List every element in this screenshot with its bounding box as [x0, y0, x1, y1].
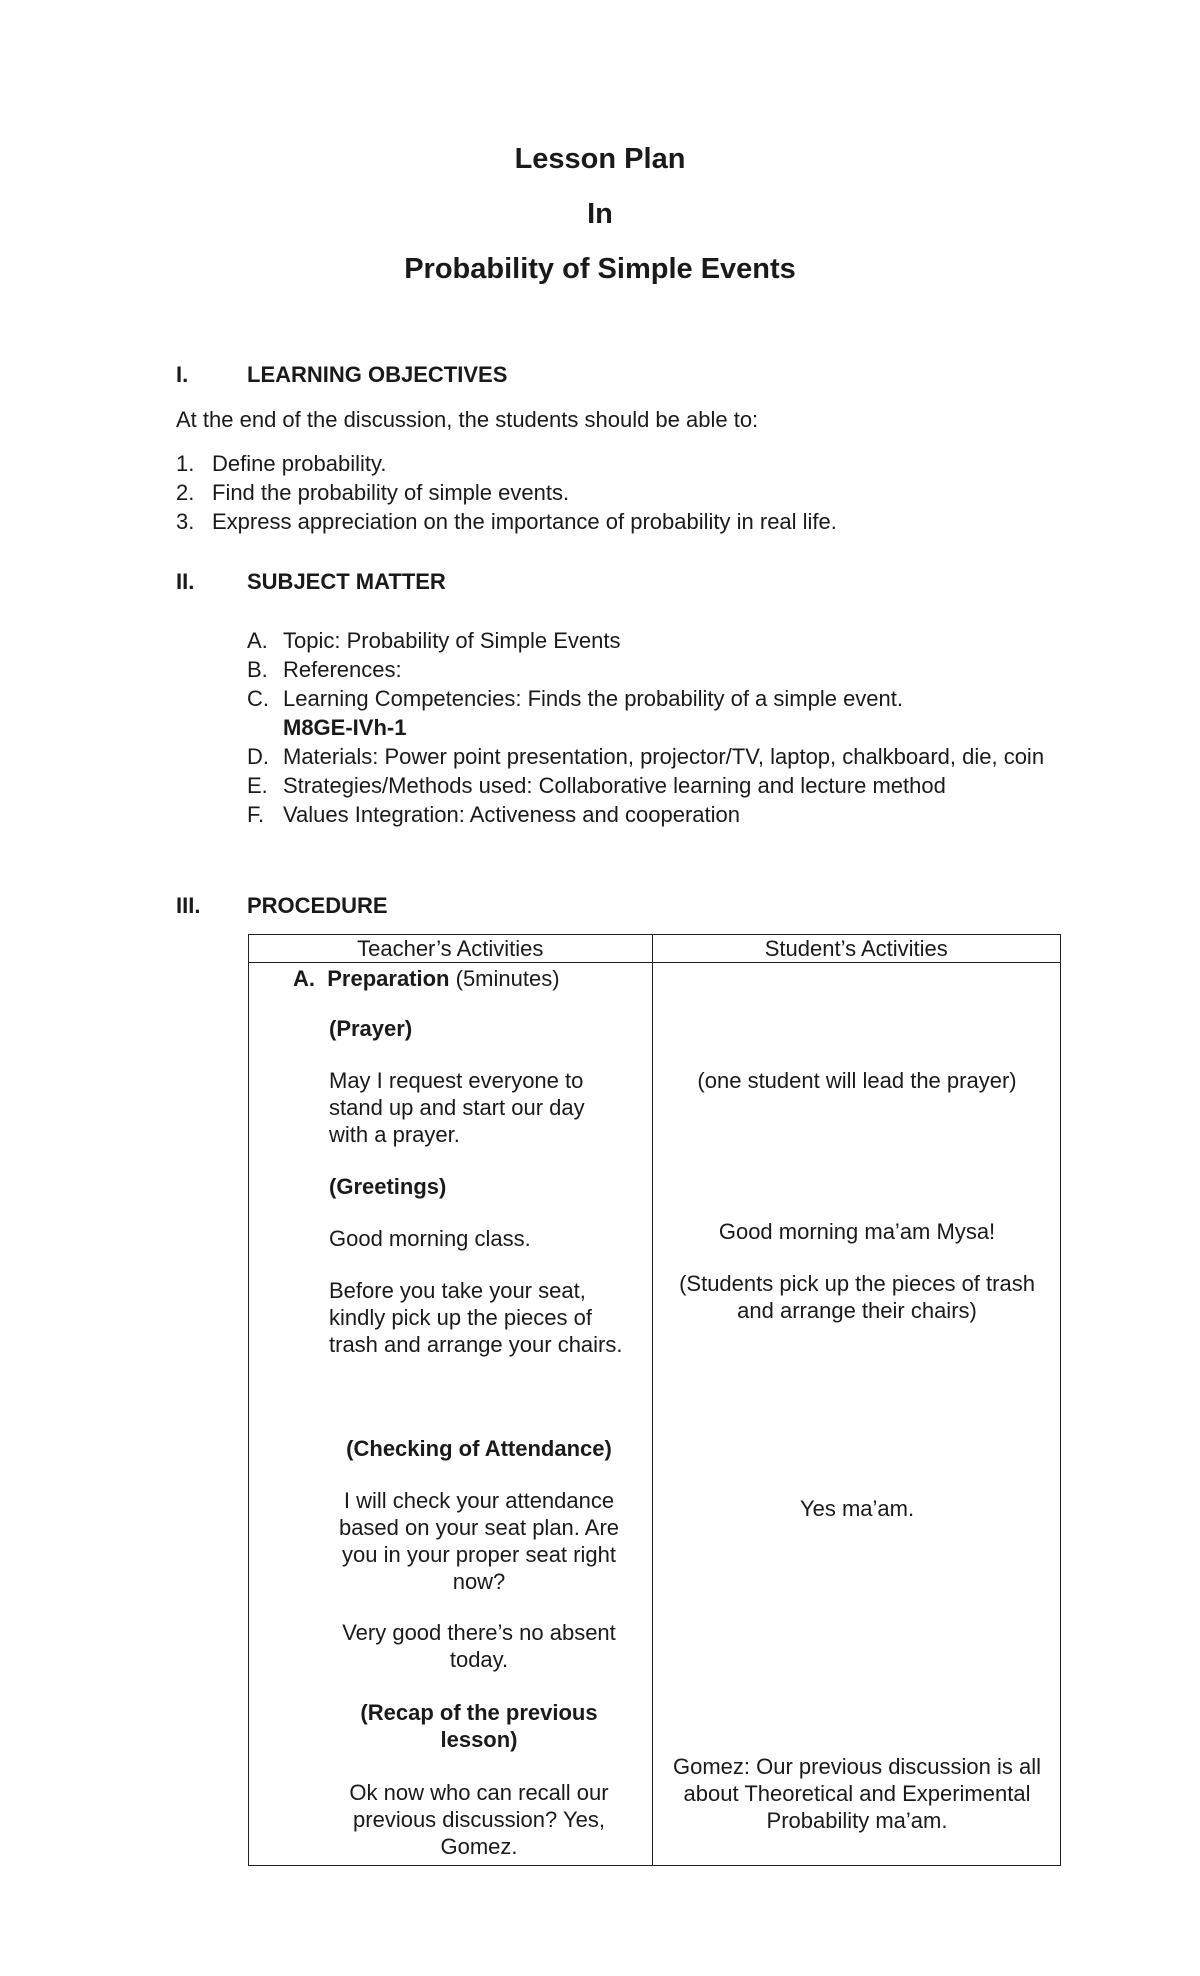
- competency-text: Learning Competencies: Finds the probability of a simple event.: [283, 686, 904, 711]
- preparation-label: Preparation: [327, 966, 450, 991]
- prayer-text: May I request everyone to stand up and start our day with a prayer.: [329, 1068, 585, 1147]
- section-1-title: LEARNING OBJECTIVES: [247, 362, 508, 387]
- objectives-intro: At the end of the discussion, the students should be able to:: [176, 407, 759, 432]
- list-text: References:: [283, 657, 402, 682]
- attendance-heading: (Checking of Attendance): [346, 1436, 612, 1461]
- list-text: Values Integration: Activeness and cooperation: [283, 802, 741, 827]
- objectives-list: [176, 449, 837, 536]
- teacher-activities-cell: [249, 963, 653, 1866]
- list-item: [176, 507, 837, 536]
- list-item: [176, 449, 837, 478]
- list-text: Find the probability of simple events.: [212, 480, 570, 505]
- title-line-1: Lesson Plan: [514, 143, 686, 175]
- section-3-title: PROCEDURE: [247, 893, 388, 918]
- list-text: Express appreciation on the importance of probability in real life.: [212, 509, 837, 534]
- list-text: Define probability.: [212, 451, 387, 476]
- subject-matter-list: [247, 626, 1077, 829]
- preparation-letter: A.: [293, 966, 315, 991]
- student-attendance-response: Yes ma’am.: [799, 1496, 915, 1521]
- list-item: [176, 478, 837, 507]
- list-number: 1.: [176, 451, 195, 476]
- preparation-heading: [293, 965, 560, 992]
- title-line-3: Probability of Simple Events: [404, 253, 796, 285]
- table-row: [249, 963, 1061, 1866]
- student-trash-response: (Students pick up the pieces of trash and arrange their chairs): [679, 1271, 1035, 1323]
- list-text: [283, 684, 1077, 742]
- attendance-text: I will check your attendance based on your seat plan. Are you in your proper seat right now?: [338, 1488, 620, 1594]
- list-number: 3.: [176, 509, 195, 534]
- list-letter: F.: [247, 802, 265, 827]
- recap-heading: (Recap of the previous lesson): [360, 1700, 598, 1752]
- competency-code: M8GE-IVh-1: [283, 715, 407, 740]
- teacher-activities-header: Teacher’s Activities: [249, 935, 653, 963]
- list-item: [247, 800, 1077, 829]
- preparation-time: (5minutes): [449, 966, 560, 991]
- student-greeting-response: Good morning ma’am Mysa!: [718, 1219, 996, 1244]
- list-letter: B.: [247, 657, 268, 682]
- section-2-title: SUBJECT MATTER: [247, 569, 446, 594]
- section-3-number: III.: [176, 893, 201, 918]
- prayer-heading: (Prayer): [329, 1016, 413, 1041]
- list-item: [247, 626, 1077, 655]
- greetings-text: Good morning class.: [329, 1226, 531, 1251]
- list-letter: E.: [247, 773, 268, 798]
- list-number: 2.: [176, 480, 195, 505]
- list-item: [247, 655, 1077, 684]
- list-item: [247, 742, 1077, 771]
- student-recap-response: Gomez: Our previous discussion is all about Theoretical and Experimental Probability ma’am.: [673, 1754, 1042, 1833]
- student-activities-header: Student’s Activities: [652, 935, 1060, 963]
- no-absent-text: Very good there’s no absent today.: [342, 1620, 616, 1672]
- student-prayer-response: (one student will lead the prayer): [697, 1068, 1017, 1093]
- procedure-table: [248, 934, 1061, 1866]
- section-1-number: I.: [176, 362, 189, 387]
- list-text: Topic: Probability of Simple Events: [283, 628, 621, 653]
- list-letter: C.: [247, 686, 269, 711]
- list-text: Materials: Power point presentation, projector/TV, laptop, chalkboard, die, coin: [283, 744, 1045, 769]
- recap-text: Ok now who can recall our previous discussion? Yes, Gomez.: [349, 1780, 609, 1859]
- trash-text: Before you take your seat, kindly pick up the pieces of trash and arrange your chairs.: [329, 1278, 623, 1357]
- list-item: [247, 684, 1077, 742]
- list-item: [247, 771, 1077, 800]
- list-letter: D.: [247, 744, 269, 769]
- student-activities-cell: [652, 963, 1060, 1866]
- list-letter: A.: [247, 628, 268, 653]
- section-2-number: II.: [176, 569, 195, 594]
- title-line-2: In: [587, 198, 613, 230]
- greetings-heading: (Greetings): [329, 1174, 447, 1199]
- list-text: Strategies/Methods used: Collaborative learning and lecture method: [283, 773, 946, 798]
- table-header-row: [249, 935, 1061, 963]
